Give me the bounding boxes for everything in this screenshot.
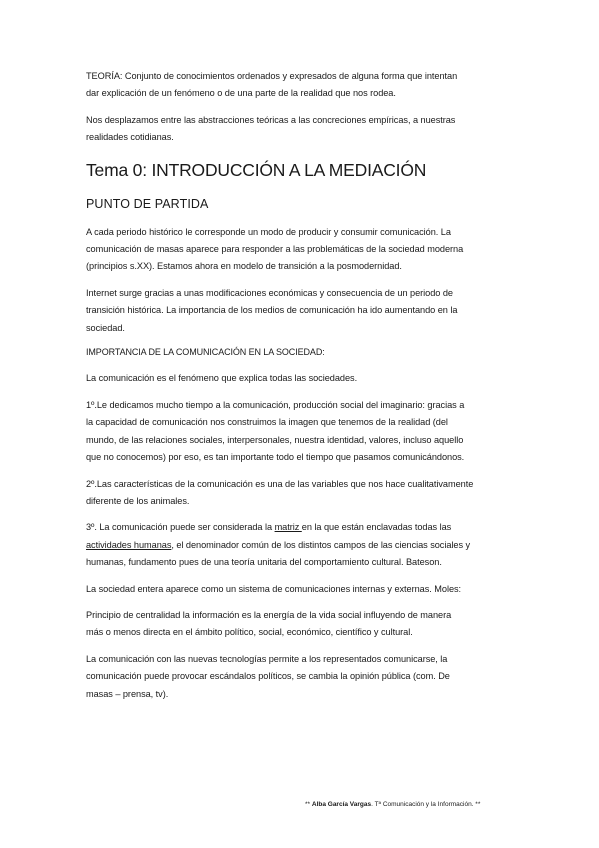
paragraph-teoria: [86, 68, 516, 103]
document-title: [86, 157, 516, 183]
title-tema: Tema 0:: [86, 159, 147, 180]
title-text: INTRODUCCIÓN A LA MEDIACIÓN: [146, 159, 427, 180]
document-body: [86, 68, 516, 703]
text-line: que no conocemos) por eso, es tan importante todo el tiempo que pasamos comunicándonos.: [86, 452, 465, 463]
text-line: sociedad.: [86, 322, 125, 333]
section-heading: IMPORTANCIA DE LA COMUNICACIÓN EN LA SOCIEDAD:: [86, 347, 325, 358]
section-subtitle: PUNTO DE PARTIDA: [86, 196, 209, 211]
text-line: La comunicación es el fenómeno que explica todas las sociedades.: [86, 373, 358, 384]
text-line: realidades cotidianas.: [86, 132, 174, 143]
text-line: masas – prensa, tv).: [86, 688, 169, 699]
footer-course: . Tª Comunicación y la Información. **: [371, 801, 481, 808]
text-line: 1º.Le dedicamos mucho tiempo a la comunicación, producción social del imaginario: gracias a: [86, 399, 465, 410]
paragraph-point-1: [86, 397, 516, 467]
text-line: comunicación de masas aparece para responder a las problemáticas de la sociedad moderna: [86, 244, 464, 255]
paragraph-desplazamos: [86, 112, 516, 147]
text-line: comunicación puede provocar escándalos políticos, se cambia la opinión pública (com. De: [86, 671, 450, 682]
text-line: humanas, fundamento pues de una teoría unitaria del comportamiento cultural. Bateson.: [86, 557, 442, 568]
text-run: , el denominador común de los distintos campos de las ciencias sociales y: [171, 539, 471, 550]
text-run: en la que están enclavadas todas las: [301, 522, 452, 533]
paragraph-internet: [86, 285, 516, 337]
page-footer: [305, 800, 545, 810]
paragraph-sistema: [86, 581, 516, 598]
text-line: [86, 537, 516, 554]
footer-open: **: [305, 801, 312, 808]
text-line: transición histórica. La importancia de los medios de comunicación ha ido aumentando en la: [86, 305, 458, 316]
paragraph-point-2: [86, 476, 516, 511]
paragraph-nuevas-tecnologias: [86, 651, 516, 703]
text-line: [86, 519, 516, 536]
paragraph-principio: [86, 607, 516, 642]
text-line: 2º.Las características de la comunicación es una de las variables que nos hace cualitativamente: [86, 478, 474, 489]
text-line: Principio de centralidad la información es la energía de la vida social influyendo de manera: [86, 609, 452, 620]
paragraph-point-3: [86, 519, 516, 571]
footer-author: Alba García Vargas: [311, 801, 372, 808]
text-line: mundo, de las relaciones sociales, interpersonales, nuestra identidad, valores, incluso aquello: [86, 434, 464, 445]
text-line: Nos desplazamos entre las abstracciones teóricas a las concreciones empíricas, a nuestras: [86, 114, 456, 125]
paragraph-periodo: [86, 224, 516, 276]
text-line: más o menos directa en el ámbito político, social, económico, científico y cultural.: [86, 627, 413, 638]
text-line: la capacidad de comunicación nos construimos la imagen que tenemos de la realidad (del: [86, 417, 448, 428]
text-line: dar explicación de un fenómeno o de una parte de la realidad que nos rodea.: [86, 88, 396, 99]
text-line: La comunicación con las nuevas tecnologías permite a los representados comunicarse, la: [86, 653, 448, 664]
text-line: diferente de los animales.: [86, 495, 190, 506]
paragraph-fenomeno: [86, 370, 516, 387]
text-run: 3º. La comunicación puede ser considerada la: [86, 522, 275, 533]
underlined-text-actividades: actividades humanas: [86, 539, 172, 550]
underlined-text-matriz: matriz: [274, 522, 302, 533]
text-line: A cada periodo histórico le corresponde un modo de producir y consumir comunicación. La: [86, 226, 451, 237]
text-line: Internet surge gracias a unas modificaciones económicas y consecuencia de un periodo de: [86, 287, 453, 298]
text-line: (principios s.XX). Estamos ahora en modelo de transición a la posmodernidad.: [86, 261, 402, 272]
text-line: TEORÍA: Conjunto de conocimientos ordenados y expresados de alguna forma que intentan: [86, 71, 458, 81]
text-line: La sociedad entera aparece como un sistema de comunicaciones internas y externas. Moles:: [86, 583, 462, 594]
